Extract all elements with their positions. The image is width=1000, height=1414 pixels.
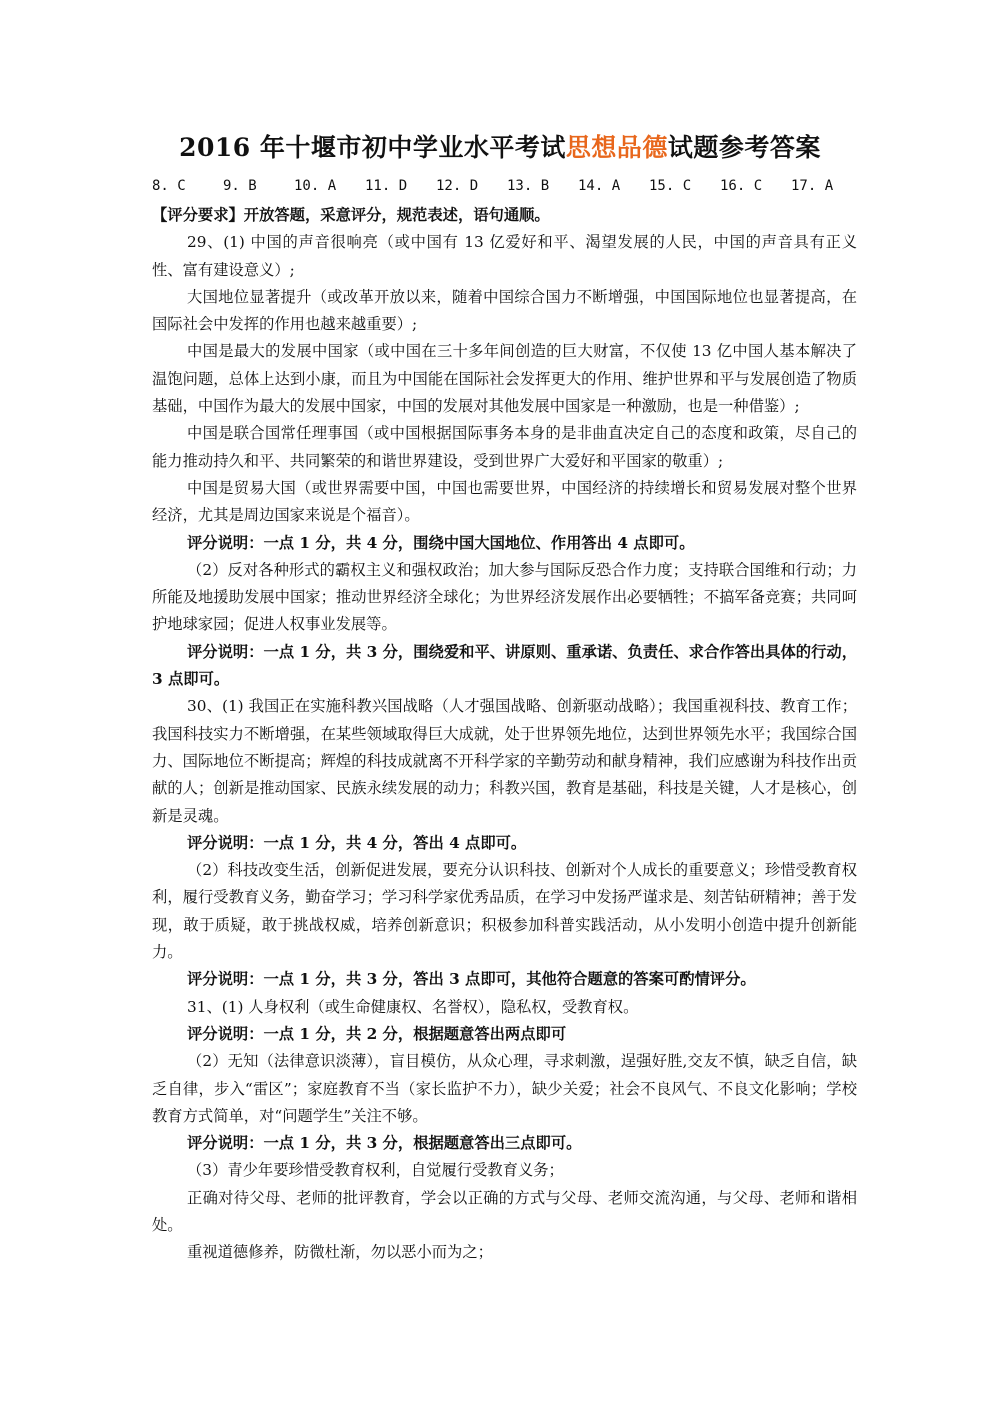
multiple-choice-answers bbox=[152, 178, 872, 194]
paragraph: （2）无知（法律意识淡薄），盲目模仿，从众心理，寻求刺激，逞强好胜,交友不慎，缺乏自信，缺乏自律，步入“雷区”；家庭教育不当（家长监护不力），缺少关爱；社会不良风气、不良文化影响；学校教育方式简单，对“问题学生”关注不够。 bbox=[152, 1052, 857, 1125]
answer-item: 9. B bbox=[223, 178, 257, 194]
paragraph: 中国是联合国常任理事国（或中国根据国际事务本身的是非曲直决定自己的态度和政策，尽自己的能力推动持久和平、共同繁荣的和谐世界建设，受到世界广大爱好和平国家的敬重）; bbox=[152, 424, 857, 470]
title-prefix: 2016 年十堰市初中学业水平考试 bbox=[179, 133, 566, 162]
answer-item: 15. C bbox=[649, 178, 692, 194]
paragraph: 大国地位显著提升（或改革开放以来，随着中国综合国力不断增强，中国国际地位也显著提高，在国际社会中发挥的作用也越来越重要）; bbox=[152, 287, 857, 334]
scoring-note: 评分说明：一点 1 分，共 3 分，答出 3 点即可，其他符合题意的答案可酌情评分。 bbox=[187, 970, 756, 989]
answer-item: 16. C bbox=[720, 178, 763, 194]
paragraph: 重视道德修养，防微杜渐，勿以恶小而为之； bbox=[187, 1243, 493, 1262]
paragraph: （2）科技改变生活，创新促进发展，要充分认识科技、创新对个人成长的重要意义；珍惜受教育权利，履行受教育义务，勤奋学习；学习科学家优秀品质，在学习中发扬严谨求是、刻苦钻研精神；善于发现，敢于质疑，敢于挑战权威，培养创新意识；积极参加科普实践活动，从小发明小创造中提升创新能力。 bbox=[152, 861, 857, 962]
paragraph: 正确对待父母、老师的批评教育，学会以正确的方式与父母、老师交流沟通，与父母、老师和谐相处。 bbox=[152, 1188, 857, 1234]
answer-item: 10. A bbox=[294, 178, 337, 194]
paragraph: 29、(1) 中国的声音很响亮（或中国有 13 亿爱好和平、渴望发展的人民，中国的声音具有正义性、富有建设意义）; bbox=[152, 233, 857, 279]
answer-item: 13. B bbox=[507, 178, 550, 194]
answer-item: 8. C bbox=[152, 178, 186, 194]
page-title bbox=[0, 128, 1000, 164]
title-suffix: 试题参考答案 bbox=[667, 133, 821, 162]
scoring-note: 评分说明：一点 1 分，共 4 分，围绕中国大国地位、作用答出 4 点即可。 bbox=[187, 533, 695, 552]
answer-item: 11. D bbox=[365, 178, 408, 194]
scoring-requirement: 【评分要求】开放答题，采意评分，规范表述，语句通顺。 bbox=[152, 206, 550, 224]
answer-item: 14. A bbox=[578, 178, 621, 194]
paragraph: 中国是最大的发展中国家（或中国在三十多年间创造的巨大财富，不仅使 13 亿中国人基本解决了温饱问题，总体上达到小康，而且为中国能在国际社会发挥更大的作用、维护世界和平与发展创造了物质基础，中国作为最大的发展中国家，中国的发展对其他发展中国家是一种激励，也是一种借鉴）; bbox=[152, 342, 857, 416]
title-subject-highlight: 思想品德 bbox=[565, 133, 668, 162]
answer-body bbox=[152, 202, 857, 1267]
paragraph: 中国是贸易大国（或世界需要中国，中国也需要世界，中国经济的持续增长和贸易发展对整个世界经济，尤其是周边国家来说是个福音）。 bbox=[152, 478, 857, 525]
scoring-note: 评分说明：一点 1 分，共 2 分，根据题意答出两点即可 bbox=[187, 1024, 567, 1043]
paragraph: 30、(1) 我国正在实施科教兴国战略（人才强国战略、创新驱动战略）；我国重视科技、教育工作；我国科技实力不断增强，在某些领域取得巨大成就，处于世界领先地位，达到世界领先水平；我国综合国力、国际地位不断提高；辉煌的科技成就离不开科学家的辛勤劳动和献身精神，我们应感谢为科技作出贡献的人；创新是推动国家、民族永续发展的动力；科教兴国，教育是基础，科技是关键，人才是核心，创新是灵魂。 bbox=[152, 697, 857, 825]
answer-item: 12. D bbox=[436, 178, 479, 194]
scoring-note: 评分说明：一点 1 分，共 3 分，围绕爱和平、讲原则、重承诺、负责任、求合作答出具体的行动，3 点即可。 bbox=[152, 642, 857, 689]
paragraph: （2）反对各种形式的霸权主义和强权政治；加大参与国际反恐合作力度；支持联合国维和行动；力所能及地援助发展中国家；推动世界经济全球化；为世界经济发展作出必要牺牲；不搞军备竞赛；共同呵护地球家园；促进人权事业发展等。 bbox=[152, 560, 857, 634]
scoring-note: 评分说明：一点 1 分，共 4 分，答出 4 点即可。 bbox=[187, 833, 527, 852]
paragraph: （3）青少年要珍惜受教育权利，自觉履行受教育义务； bbox=[187, 1161, 564, 1180]
answer-item: 17. A bbox=[791, 178, 834, 194]
paragraph: 31、(1) 人身权利（或生命健康权、名誉权），隐私权，受教育权。 bbox=[187, 997, 639, 1016]
scoring-note: 评分说明：一点 1 分，共 3 分，根据题意答出三点即可。 bbox=[187, 1134, 582, 1153]
